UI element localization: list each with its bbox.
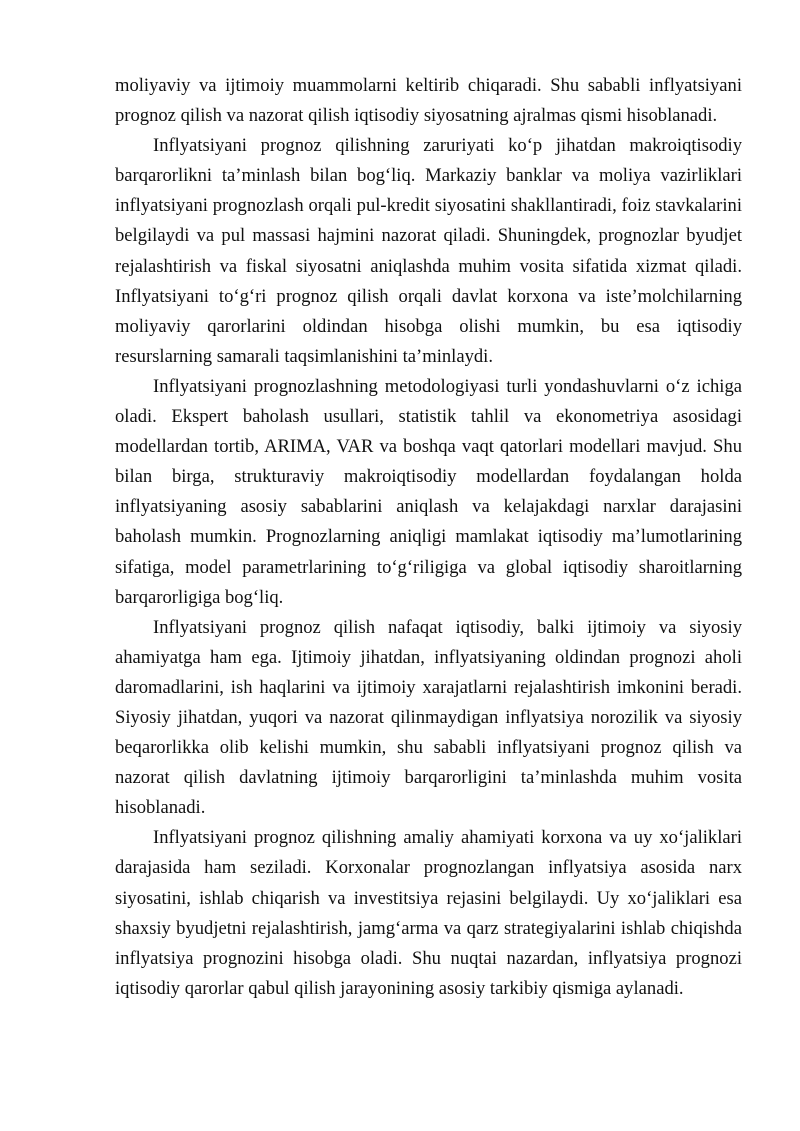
paragraph-practical: Inflyatsiyani prognoz qilishning amaliy ahamiyati korxona va uy xo‘jaliklari darajasida ham seziladi. Korxonalar prognozlangan inflyatsiya asosida narx siyosatini, ishlab chiqarish va investitsiya rejasini belgilaydi. Uy xo‘jaliklari esa shaxsiy byudjetni rejalashtirish, jamg‘arma va qarz strategiyalarini ishlab chiqishda inflyatsiya prognozini hisobga oladi. Shu nuqtai nazardan, inflyatsiya prognozi iqtisodiy qarorlar qabul qilish jarayonining asosiy tarkibiy qismiga aylanadi. — [115, 827, 742, 999]
paragraph-continuation: moliyaviy va ijtimoiy muammolarni keltirib chiqaradi. Shu sababli inflyatsiyani prognoz qilish va nazorat qilish iqtisodiy siyosatning ajralmas qismi hisoblanadi. — [115, 75, 742, 127]
document-page — [115, 71, 742, 1004]
paragraph-social-political: Inflyatsiyani prognoz qilish nafaqat iqtisodiy, balki ijtimoiy va siyosiy ahamiyatga ham ega. Ijtimoiy jihatdan, inflyatsiyaning oldindan prognozi aholi daromadlarini, ish haqlarini va ijtimoiy xarajatlarni rejalashtirish imkonini beradi. Siyosiy jihatdan, yuqori va nazorat qilinmaydigan inflyatsiya norozilik va siyosiy beqarorlikka olib kelishi mumkin, shu sababli inflyatsiyani prognoz qilish va nazorat qilish davlatning ijtimoiy barqarorligini ta’minlashda muhim vosita hisoblanadi. — [115, 616, 742, 819]
paragraph-necessity: Inflyatsiyani prognoz qilishning zaruriyati ko‘p jihatdan makroiqtisodiy barqarorlikni ta’minlash bilan bog‘liq. Markaziy banklar va moliya vazirliklari inflyatsiyani prognozlash orqali pul-kredit siyosatini shakllantiradi, foiz stavkalarini belgilaydi va pul massasi hajmini nazorat qiladi. Shuningdek, prognozlar byudjet rejalashtirish va fiskal siyosatni aniqlashda muhim vosita sifatida xizmat qiladi. Inflyatsiyani to‘g‘ri prognoz qilish orqali davlat korxona va iste’molchilarning moliyaviy qarorlarini oldindan hisobga olishi mumkin, bu esa iqtisodiy resurslarning samarali taqsimlanishini ta’minlaydi. — [115, 135, 742, 367]
paragraph-methodology: Inflyatsiyani prognozlashning metodologiyasi turli yondashuvlarni o‘z ichiga oladi. Ekspert baholash usullari, statistik tahlil va ekonometriya asosidagi modellardan tortib, ARIMA, VAR va boshqa vaqt qatorlari modellari mavjud. Shu bilan birga, strukturaviy makroiqtisodiy modellardan foydalangan holda inflyatsiyaning asosiy sabablarini aniqlash va kelajakdagi narxlar darajasini baholash mumkin. Prognozlarning aniqligi mamlakat iqtisodiy ma’lumotlarining sifatiga, model parametrlarining to‘g‘riligiga va global iqtisodiy sharoitlarning barqarorligiga bog‘liq. — [115, 375, 742, 608]
